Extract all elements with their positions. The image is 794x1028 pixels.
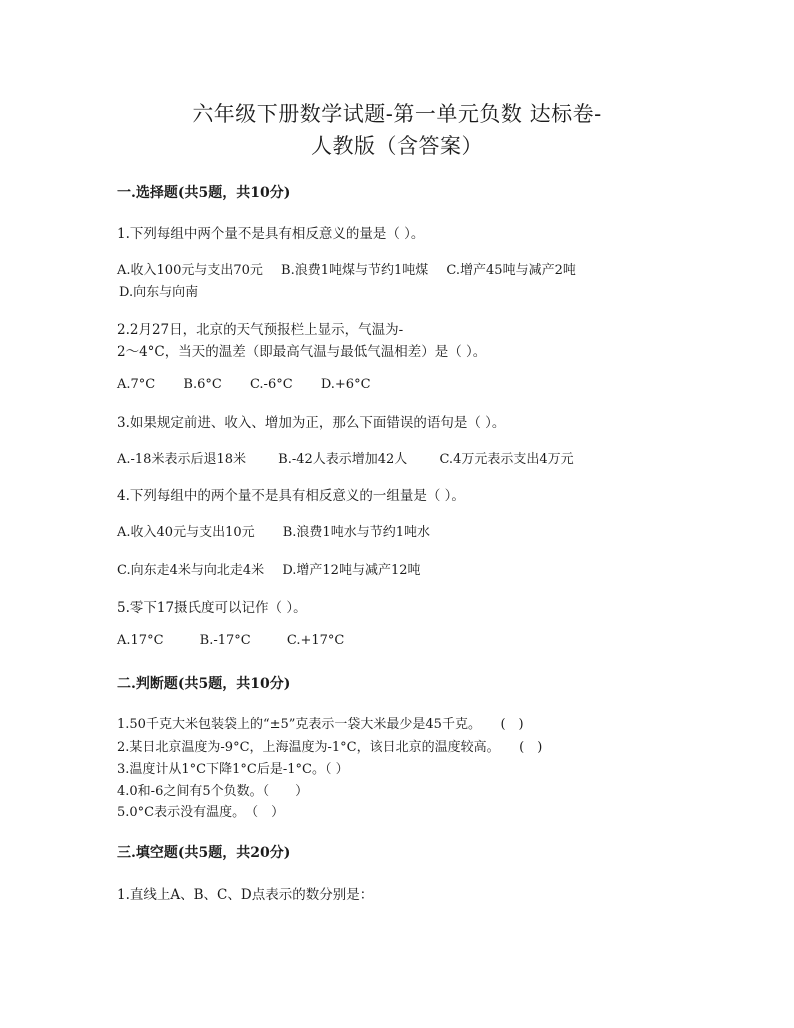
section-heading-choice: 一.选择题(共5题，共10分) — [117, 185, 291, 201]
option-b: B.-42人表示增加42人 — [278, 452, 408, 467]
section-heading-judge: 二.判断题(共5题，共10分) — [117, 676, 291, 692]
section-heading-fill: 三.填空题(共5题，共20分) — [117, 845, 291, 861]
option-c: C.4万元表示支出4万元 — [439, 452, 574, 467]
option-b: B.浪费1吨水与节约1吨水 — [282, 525, 430, 540]
option-a: A.-18米表示后退18米 — [117, 452, 246, 467]
judge-item-3: 3.温度计从1°C下降1°C后是-1°C。（ ） — [117, 762, 349, 777]
option-c: C.增产45吨与减产2吨 — [446, 263, 576, 278]
option-a: A.7°C — [117, 377, 156, 392]
question-4-stem: 4.下列每组中的两个量不是具有相反意义的一组量是（ ）。 — [117, 488, 465, 504]
question-1-stem: 1.下列每组中两个量不是具有相反意义的量是（ ）。 — [117, 226, 425, 242]
option-c: C.+17°C — [286, 633, 345, 648]
question-1-options — [117, 259, 576, 278]
question-2-options — [117, 377, 371, 392]
page-title-line2: 人教版（含答案） — [311, 134, 483, 158]
page-title-line1: 六年级下册数学试题-第一单元负数 达标卷- — [192, 102, 602, 126]
judge-item-4: 4.0和-6之间有5个负数。（ ） — [117, 784, 309, 799]
option-b: B.6°C — [183, 377, 222, 392]
option-a: A.收入100元与支出70元 — [117, 263, 263, 278]
option-d: D.增产12吨与减产12吨 — [282, 563, 421, 578]
question-3-options — [117, 448, 574, 467]
question-4-options-row1 — [117, 521, 430, 540]
question-4-options-row2 — [117, 559, 421, 578]
question-5-stem: 5.零下17摄氏度可以记作（ ）。 — [117, 600, 307, 616]
fill-question-1: 1.直线上A、B、C、D点表示的数分别是： — [117, 887, 374, 903]
option-c: C.-6°C — [249, 377, 293, 392]
question-2-stem-line2: 2～4°C，当天的温差（即最高气温与最低气温相差）是（ ）。 — [117, 344, 487, 360]
option-b: B.-17°C — [199, 633, 251, 648]
question-2-stem-line1: 2.2月27日，北京的天气预报栏上显示，气温为- — [117, 322, 404, 338]
option-b: B.浪费1吨煤与节约1吨煤 — [281, 263, 429, 278]
option-c: C.向东走4米与向北走4米 — [117, 563, 265, 578]
judge-item-5: 5.0°C表示没有温度。 （ ） — [117, 805, 285, 820]
judge-item-1: 1.50千克大米包装袋上的“±5”克表示一袋大米最少是45千克。 ( ) — [117, 717, 524, 732]
question-1-option-d: D.向东与向南 — [119, 285, 199, 300]
option-d: D.+6°C — [320, 377, 371, 392]
option-a: A.收入40元与支出10元 — [117, 525, 255, 540]
question-3-stem: 3.如果规定前进、收入、增加为正，那么下面错误的语句是（ ）。 — [117, 415, 506, 431]
question-5-options — [117, 633, 344, 648]
option-a: A.17°C — [117, 633, 164, 648]
judge-item-2: 2.某日北京温度为-9°C，上海温度为-1°C，该日北京的温度较高。 ( ) — [117, 740, 543, 755]
